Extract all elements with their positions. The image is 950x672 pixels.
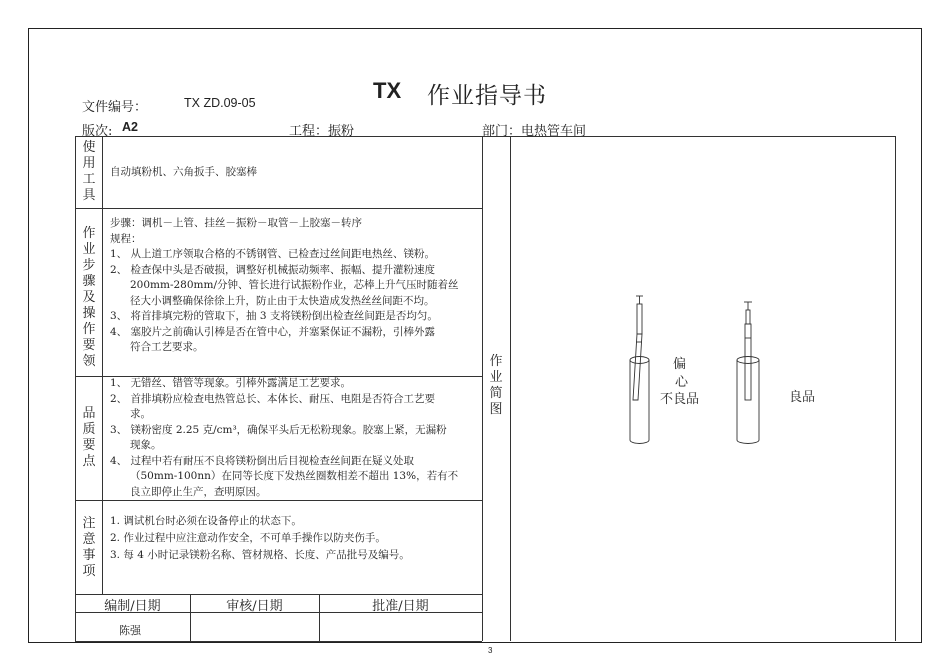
steps-line: 径大小调整确保徐徐上升，防止由于太快造成发热丝丝间距不均。 [130,294,435,307]
diagram-label: 作业简图 [489,354,503,417]
steps-line: 1、 从上道工序领取合格的不锈钢管、已检查过丝间距电热丝、镁粉。 [110,248,436,260]
bad-label-mid: 心 [675,375,689,390]
notes-label: 注意事项 [82,516,96,579]
steps-line: 3、 将首排填完粉的管取下，抽 3 支将镁粉倒出检查丝间距是否均匀。 [110,310,438,322]
steps-line: 200mm-280mm/分钟、管长进行试振粉作业，芯棒上升气压时随着丝 [130,279,459,291]
approved-by-label: 批准/日期 [372,599,429,614]
version-value: A2 [122,120,138,134]
department-name: 部门：电热管车间 [482,124,587,139]
steps-line: 4、 塞胶片之前确认引棒是否在管中心，并塞紧保证不漏粉，引棒外露 [110,325,436,338]
quality-line: 4、 过程中若有耐压不良将镁粉倒出后目视检查丝间距在疑义处取 [110,454,415,467]
tube-diagram [512,138,892,638]
quality-line: （50mm-100nn）在同等长度下发热丝圈数相差不超出 13%，若有不 [130,470,459,482]
tools-label: 使用工具 [82,140,96,203]
notes-line: 1. 调试机台时必须在设备停止的状态下。 [110,515,302,527]
prepared-by-value: 陈强 [119,624,141,637]
tools-text: 自动填粉机、六角扳手、胶塞棒 [110,166,257,178]
quality-line: 3、 镁粉密度 2.25 克/cm³，确保平头后无松粉现象。胶塞上紧，无漏粉 [110,423,447,436]
quality-text [110,376,482,500]
quality-line: 2、 首排填粉应检查电热管总长、本体长、耐压、电阻是否符合工艺要 [110,392,436,405]
quality-line: 1、 无错丝、错管等现象。引棒外露满足工艺要求。 [110,377,352,389]
quality-line: 良立即停止生产，查明原因。 [130,485,267,498]
quality-label: 品质要点 [82,406,96,469]
version-label: 版次: [82,124,113,139]
notes-line: 3. 每 4 小时记录镁粉名称、管材规格、长度、产品批号及编号。 [110,549,410,561]
quality-line: 求。 [130,408,151,420]
reviewed-by-label: 审核/日期 [226,599,283,614]
steps-line: 规程： [110,232,142,245]
bad-rod [633,296,643,400]
brand-logo-text: TX [373,78,402,103]
process-name: 工程：振粉 [289,124,355,139]
notes-text [110,513,482,564]
document-title: 作业指导书 [427,83,547,109]
steps-line: 符合工艺要求。 [130,341,204,353]
steps-line: 2、 检查保中头是否破损，调整好机械振动频率、振幅、提升灌粉速度 [110,263,436,276]
quality-line: 现象。 [130,439,162,451]
bad-label-top: 偏 [673,357,687,372]
steps-label: 作业步骤及操作要领 [82,226,96,369]
prepared-by-label: 编制/日期 [104,599,161,614]
doc-number: TX ZD.09-05 [184,96,256,110]
steps-line: 步骤：调机－上管、挂丝－振粉－取管－上胶塞－转序 [110,217,362,229]
notes-line: 2. 作业过程中应注意动作安全，不可单手操作以防夹伤手。 [110,532,386,544]
bad-product-label: 不良品 [660,392,700,407]
good-rod [744,302,752,400]
doc-number-label: 文件编号： [82,100,148,115]
good-product-label: 良品 [789,390,816,405]
steps-text [110,216,482,356]
page-number: 3 [488,646,493,655]
